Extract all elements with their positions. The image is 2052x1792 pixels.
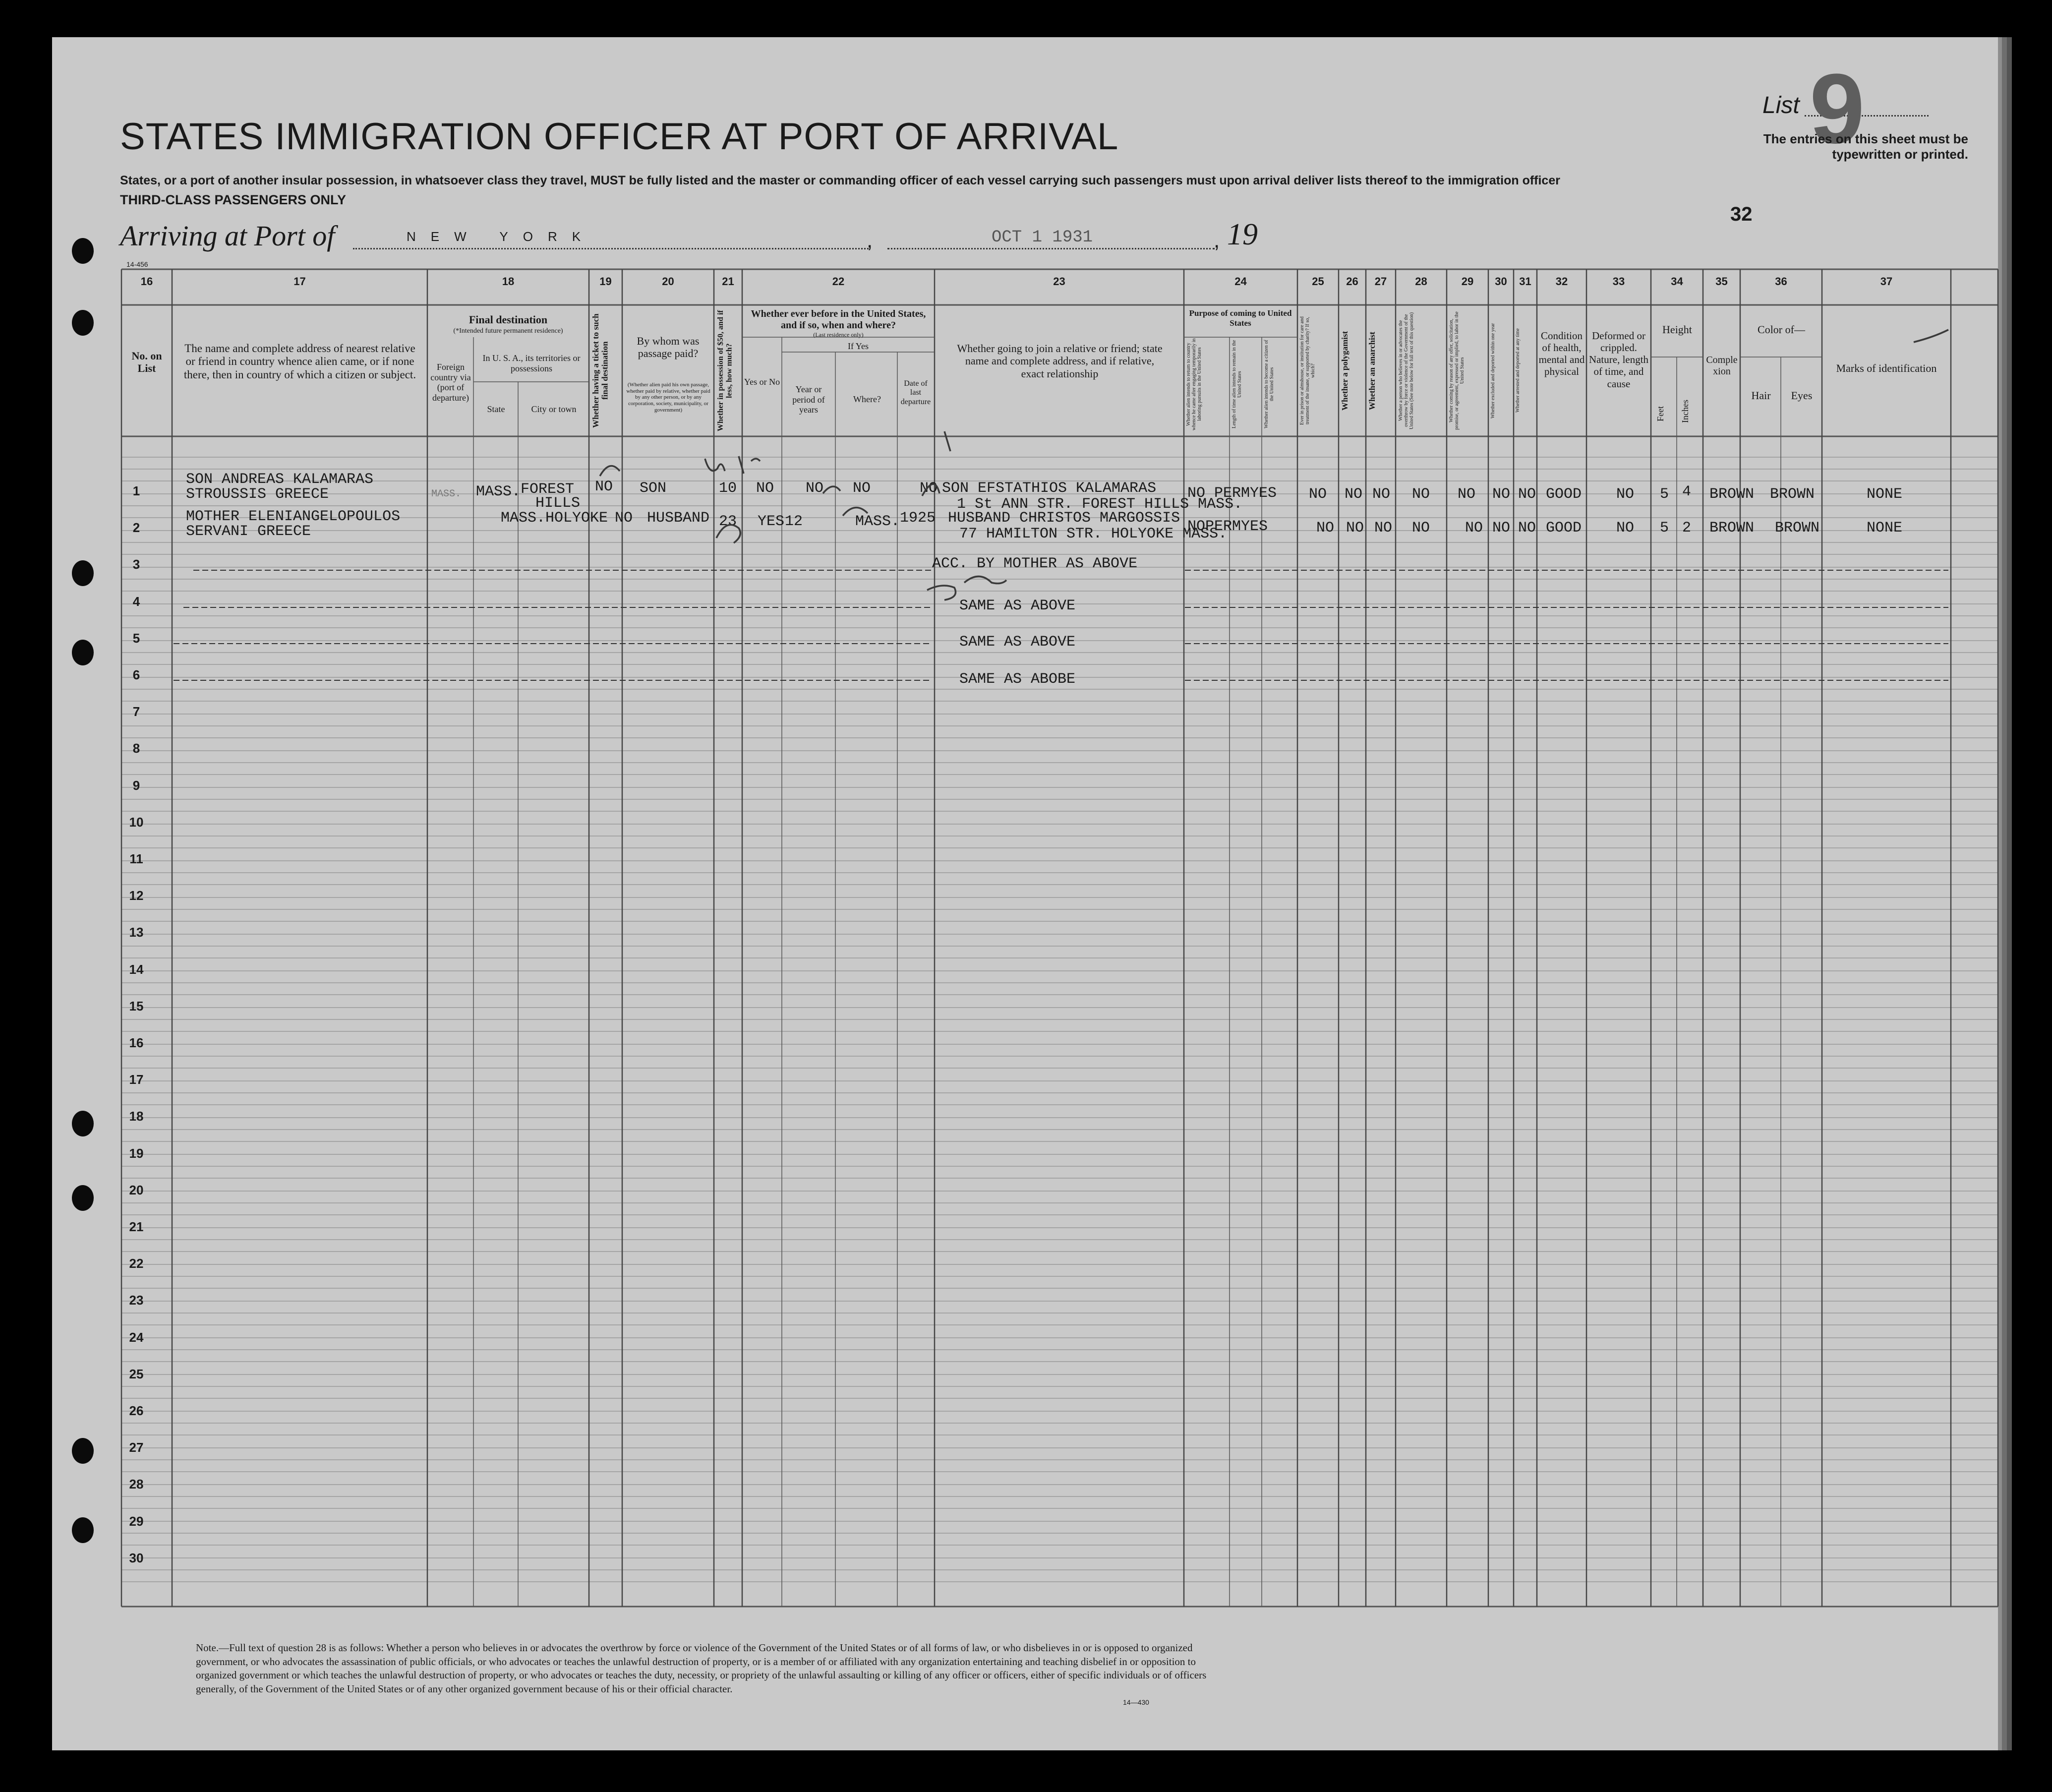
row5-join: SAME AS ABOVE xyxy=(959,634,1076,651)
row2-state: MASS. xyxy=(501,510,546,527)
row-number: 1 xyxy=(132,483,140,498)
col-27-number: 27 xyxy=(1374,275,1387,288)
header-city: City or town xyxy=(531,404,577,414)
row-number: 13 xyxy=(129,925,144,940)
header-ticket: Whether having a ticket to such final destination xyxy=(591,313,610,428)
row-number: 24 xyxy=(129,1329,144,1345)
col-36-number: 36 xyxy=(1775,275,1787,288)
row1-relative-line2: STROUSSIS GREECE xyxy=(186,486,329,503)
row-number: 6 xyxy=(132,667,140,682)
row1-foreign: MASS. xyxy=(431,488,462,500)
date-stamp: OCT 1 1931 xyxy=(992,228,1093,247)
header-q30: Whether excluded and deported within one year xyxy=(1490,323,1496,418)
row2-health: GOOD xyxy=(1546,520,1582,537)
row-number: 4 xyxy=(132,594,140,609)
col-19-number: 19 xyxy=(599,275,612,288)
footnote-q28: Note.—Full text of question 28 is as follows: Whether a person who believes in or advocates the overthrow by force or violence of the Government of the United States or of all forms of law, or who disbelieves in or is opposed to organized government, or who advocates the assassination of public officials, or who advocates or teaches the unlawful destruction of property, or is a member of or affiliated with any organization entertaining and teaching disbelief in or opposition to organized government or which teaches the unlawful destruction of property, or who advocates or teaches the duty, necessity, or propriety of the unlawful assaulting or killing of any officer or officers, either of specific individuals or of officers generally, of the Government of the United States or of any other organized government because of his or their official character. xyxy=(196,1642,1207,1695)
row-number: 21 xyxy=(129,1219,144,1234)
row1-state: MASS. xyxy=(476,483,521,500)
row2-join-line1: HUSBAND CHRISTOS MARGOSSIS xyxy=(948,510,1180,527)
header-where: Where? xyxy=(853,394,881,404)
row2-ticket: NO xyxy=(615,510,633,527)
row1-money: 10 xyxy=(719,480,737,497)
header-usa: In U. S. A., its territories or possessions xyxy=(482,353,581,373)
row-number: 22 xyxy=(129,1256,144,1271)
col-21-number: 21 xyxy=(722,275,734,288)
row-number: 8 xyxy=(132,741,140,756)
header-period: Year or period of years xyxy=(792,384,825,415)
row1-city-line2: HILLS xyxy=(535,495,581,512)
header-eyes: Eyes xyxy=(1791,389,1813,402)
row1-purpose: NO PERMYES xyxy=(1187,485,1277,502)
row-number: 12 xyxy=(129,888,144,903)
row-number: 2 xyxy=(132,520,140,536)
row-number: 15 xyxy=(129,998,144,1014)
row2-feet: 5 xyxy=(1660,520,1669,537)
row1-marks: NONE xyxy=(1867,486,1903,503)
row2-paid-by: HUSBAND xyxy=(647,510,710,527)
header-possession-50: Whether in possession of $50, and if less, how much? xyxy=(716,310,734,431)
header-height: Height xyxy=(1662,323,1692,336)
header-no-on-list: No. on List xyxy=(131,350,162,375)
row-number: 9 xyxy=(132,777,140,793)
form-code-bottom: 14—430 xyxy=(1123,1698,1149,1706)
row-number: 7 xyxy=(132,704,140,719)
header-passage-paid-note: (Whether alien paid his own passage, whether paid by relative, whether paid by any other person, or by any corporation, society, municipality, or government) xyxy=(626,382,710,413)
row1-health: GOOD xyxy=(1546,486,1582,503)
row1-paid-by: SON xyxy=(640,480,667,497)
row2-anarchist: NO xyxy=(1374,520,1393,537)
row2-deformed: NO xyxy=(1616,520,1635,537)
row2-departure: 1925 xyxy=(900,510,936,527)
header-feet: Feet xyxy=(1655,406,1665,422)
row-number: 3 xyxy=(132,557,140,572)
col-20-number: 20 xyxy=(662,275,674,288)
row-number: 19 xyxy=(129,1145,144,1161)
port-name: NEW YORK xyxy=(407,229,596,244)
row4-join: SAME AS ABOVE xyxy=(959,597,1076,614)
col-26-number: 26 xyxy=(1346,275,1358,288)
row-number: 25 xyxy=(129,1366,144,1381)
row2-city: HOLYOKE xyxy=(545,510,608,527)
header-anarchist: Whether an anarchist xyxy=(1367,331,1377,410)
list-number: 9 xyxy=(1810,54,1865,164)
sheet-number: 32 xyxy=(1730,203,1753,225)
col-17-number: 17 xyxy=(293,275,306,288)
row1-q29: NO xyxy=(1458,486,1476,503)
header-state: State xyxy=(487,404,505,414)
row1-q30: NO xyxy=(1492,486,1511,503)
header-ever-before: Whether ever before in the United States, and if so, when and where? xyxy=(751,308,926,331)
row1-period: NO xyxy=(806,480,824,497)
row-number: 18 xyxy=(129,1109,144,1124)
header-final-destination-note: (*Intended future permanent residence) xyxy=(453,327,563,335)
col-31-number: 31 xyxy=(1519,275,1531,288)
row-number: 23 xyxy=(129,1293,144,1308)
row2-q31: NO xyxy=(1518,520,1536,537)
comma: , xyxy=(1214,228,1220,252)
header-if-yes: If Yes xyxy=(847,341,869,351)
header-color-of: Color of— xyxy=(1758,323,1805,336)
col-16-number: 16 xyxy=(140,275,153,288)
list-note: The entries on this sheet must be typewritten or printed. xyxy=(1763,131,1968,162)
row-number: 17 xyxy=(129,1072,144,1087)
col-33-number: 33 xyxy=(1612,275,1625,288)
row-number: 14 xyxy=(129,961,144,977)
row-number: 27 xyxy=(129,1440,144,1455)
header-nearest-relative: The name and complete address of nearest relative or friend in country whence alien came, or if none there, then in country of which a citizen or subject. xyxy=(183,342,416,381)
header-purpose-a: Whether alien intends to return to country whence he came after engaging temporarily in laboring pursuits in the United States xyxy=(1186,338,1202,430)
row1-q28: NO xyxy=(1412,486,1430,503)
header-date-departure: Date of last departure xyxy=(900,379,931,406)
row-number: 30 xyxy=(129,1550,144,1565)
col-37-number: 37 xyxy=(1880,275,1893,288)
row1-before: NO xyxy=(756,480,774,497)
page-title: STATES IMMIGRATION OFFICER AT PORT OF ARRIVAL xyxy=(120,116,1119,158)
list-label: List xyxy=(1762,92,1800,119)
header-purpose-c: Whether alien intends to become a citizen of the United States xyxy=(1264,340,1275,429)
row3-join: ACC. BY MOTHER AS ABOVE xyxy=(932,555,1138,572)
row-number: 29 xyxy=(129,1513,144,1529)
row2-purpose: NOPERMYES xyxy=(1187,518,1268,535)
header-purpose-b: Length of time alien intends to remain in the United States xyxy=(1231,340,1242,429)
row1-polygamist: NO xyxy=(1345,486,1363,503)
col-35-number: 35 xyxy=(1715,275,1728,288)
header-ever-before-note: (Last residence only) xyxy=(813,331,864,338)
row1-deformed: NO xyxy=(1616,486,1635,503)
col-34-number: 34 xyxy=(1671,275,1683,288)
row2-where: MASS. xyxy=(855,513,900,530)
header-prison: Ever in prison or almshouse, or institution for care and treatment of the insane, or supported by charity? If so, which? xyxy=(1299,316,1316,425)
row2-money: 23 xyxy=(719,513,737,530)
header-passage-paid: By whom was passage paid? xyxy=(637,335,700,360)
header-yes-no: Yes or No xyxy=(744,377,780,387)
row2-relative-line1: MOTHER ELENIANGELOPOULOS xyxy=(186,508,401,525)
row2-join-line2: 77 HAMILTON STR. HOLYOKE MASS. xyxy=(959,526,1228,542)
header-polygamist: Whether a polygamist xyxy=(1340,331,1349,411)
header-q31: Whether arrested and deported at any time xyxy=(1515,328,1521,413)
form-code: 14-456 xyxy=(126,260,148,268)
col-28-number: 28 xyxy=(1415,275,1427,288)
header-q28: Whether a person who believes in or advocates the overthrow by force or violence of the Government of the United States (See note below for full text of this question) xyxy=(1398,312,1414,429)
row2-relative-line2: SERVANI GREECE xyxy=(186,523,311,540)
col-29-number: 29 xyxy=(1461,275,1474,288)
arriving-label: Arriving at Port of xyxy=(120,220,335,252)
row2-complexion: BROWN xyxy=(1709,520,1755,537)
row-number: 10 xyxy=(129,814,144,830)
header-deformed: Deformed or crippled. Nature, length of time, and cause xyxy=(1588,330,1649,390)
col-18-number: 18 xyxy=(502,275,515,288)
header-foreign-country: Foreign country via (port of departure) xyxy=(430,362,471,403)
row-number: 28 xyxy=(129,1477,144,1492)
row1-join-line1: SON EFSTATHIOS KALAMARAS xyxy=(942,480,1157,497)
row-number: 16 xyxy=(129,1035,144,1050)
row1-feet: 5 xyxy=(1660,486,1669,503)
row2-q29: NO xyxy=(1465,520,1483,537)
header-join-relative: Whether going to join a relative or friend; state name and complete address, and if relative, exact relationship xyxy=(957,342,1163,380)
col-25-number: 25 xyxy=(1312,275,1324,288)
header-q29: Whether coming by reason of any offer, solicitation, promise, or agreement, expressed or implied, to labor in the United States xyxy=(1449,311,1465,430)
row2-marks: NONE xyxy=(1867,520,1903,537)
col-32-number: 32 xyxy=(1555,275,1568,288)
row1-ticket: NO xyxy=(595,478,613,495)
row1-inches: 4 xyxy=(1682,483,1692,500)
row2-q28: NO xyxy=(1412,520,1430,537)
row2-q30: NO xyxy=(1492,520,1511,537)
row-number: 20 xyxy=(129,1182,144,1197)
row1-q31: NO xyxy=(1518,486,1536,503)
row2-hair-eyes: BROWN xyxy=(1775,520,1820,537)
row1-join-line2: 1 St ANN STR. FOREST HILLS MASS. xyxy=(957,496,1243,513)
row1-prison: NO xyxy=(1309,486,1327,503)
row1-city-line1: FOREST xyxy=(521,481,575,498)
col-24-number: 24 xyxy=(1234,275,1247,288)
header-hair: Hair xyxy=(1751,389,1771,402)
header-inches: Inches xyxy=(1680,400,1690,423)
row2-polygamist: NO xyxy=(1346,520,1364,537)
row-number: 11 xyxy=(129,851,143,866)
row2-prison: NO xyxy=(1316,520,1335,537)
col-30-number: 30 xyxy=(1495,275,1507,288)
col-22-number: 22 xyxy=(832,275,845,288)
row-number: 5 xyxy=(132,630,140,646)
col-23-number: 23 xyxy=(1053,275,1065,288)
row6-join: SAME AS ABOBE xyxy=(959,671,1076,688)
row1-complexion: BROWN xyxy=(1709,486,1755,503)
header-health: Condition of health, mental and physical xyxy=(1538,330,1585,378)
header-marks: Marks of identification xyxy=(1836,362,1937,374)
comma: , xyxy=(867,228,873,252)
row1-anarchist: NO xyxy=(1372,486,1391,503)
class-note: THIRD-CLASS PASSENGERS ONLY xyxy=(120,192,347,207)
row-number: 26 xyxy=(129,1403,144,1418)
year-prefix: 19 xyxy=(1227,218,1258,251)
instructions-text: States, or a port of another insular possession, in whatsoever class they travel, MUST be fully listed and the master or commanding officer of each vessel carrying such passengers must upon arrival deliver lists thereof to the immigration officer xyxy=(120,174,1560,187)
row1-relative-line1: SON ANDREAS KALAMARAS xyxy=(186,471,374,488)
row2-before: YES xyxy=(758,513,785,530)
row1-departure: NO xyxy=(920,480,938,497)
row2-period: 12 xyxy=(785,513,803,530)
row2-inches: 2 xyxy=(1682,520,1692,537)
row1-where: NO xyxy=(853,480,871,497)
header-final-destination: Final destination xyxy=(469,313,548,326)
header-complexion: Complexion xyxy=(1706,355,1738,377)
header-purpose: Purpose of coming to United States xyxy=(1189,308,1292,328)
row1-hair-eyes: BROWN xyxy=(1770,486,1815,503)
